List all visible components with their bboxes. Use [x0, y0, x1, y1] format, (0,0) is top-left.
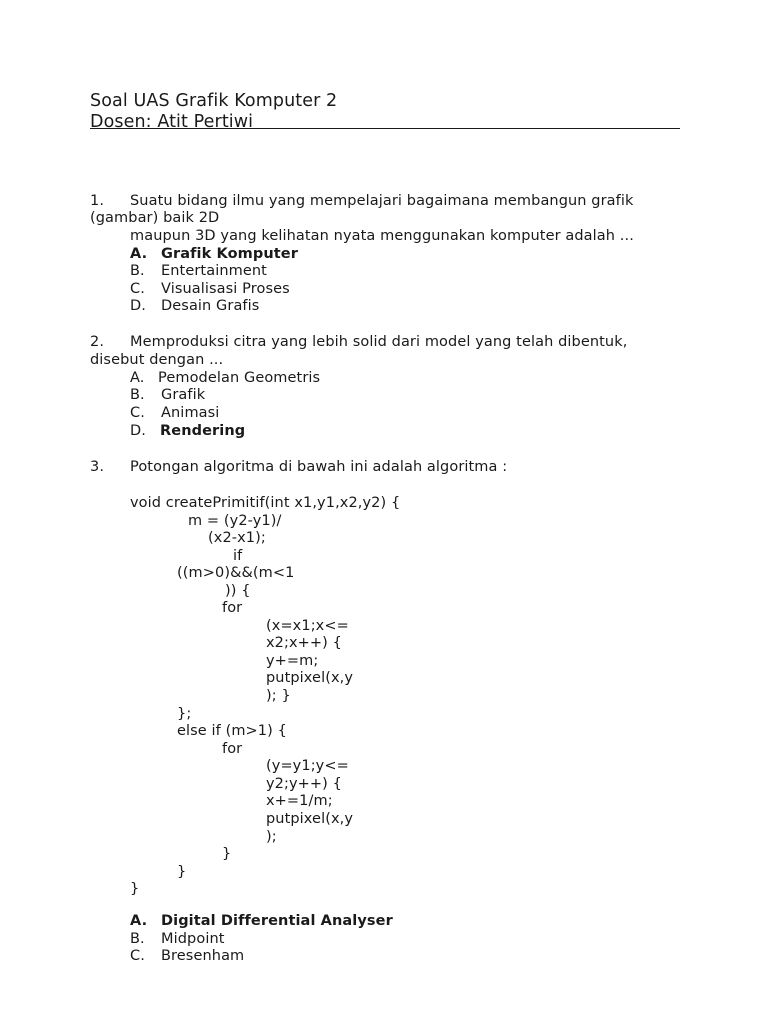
code-line: y2;y++) { — [266, 776, 342, 792]
code-line: if — [233, 548, 243, 564]
code-line: putpixel(x,y — [266, 670, 354, 686]
q1-option-b-letter: B. — [130, 263, 145, 279]
q2-number: 2. — [90, 334, 105, 350]
q1-option-a-letter: A. — [130, 246, 148, 262]
code-line: void createPrimitif(int x1,y1,x2,y2) { — [130, 495, 401, 511]
q3-option-b-letter: B. — [130, 931, 145, 947]
q3-option-c-letter: C. — [130, 948, 145, 964]
code-line: ); } — [266, 688, 291, 704]
code-line: } — [222, 846, 232, 862]
code-line: y+=m; — [266, 653, 319, 669]
page-title: Soal UAS Grafik Komputer 2 — [90, 91, 338, 111]
q2-text-line1: Memproduksi citra yang lebih solid dari model yang telah dibentuk, — [130, 334, 628, 350]
q1-option-c-text: Visualisasi Proses — [161, 281, 290, 297]
lecturer-name: Dosen: Atit Pertiwi — [90, 112, 254, 132]
code-line: else if (m>1) { — [177, 723, 287, 739]
header-underline — [90, 128, 680, 129]
q1-option-d-text: Desain Grafis — [161, 298, 260, 314]
q2-text-line2: disebut dengan ... — [90, 352, 224, 368]
q2-option-d-text: Rendering — [160, 423, 246, 439]
q2-option-d-letter: D. — [130, 423, 146, 439]
q2-option-c-text: Animasi — [161, 405, 220, 421]
q3-option-c-text: Bresenham — [161, 948, 245, 964]
q1-option-b-text: Entertainment — [161, 263, 267, 279]
q1-option-c-letter: C. — [130, 281, 145, 297]
q2-option-c-letter: C. — [130, 405, 145, 421]
q1-option-d-letter: D. — [130, 298, 146, 314]
code-line: putpixel(x,y — [266, 811, 354, 827]
code-line: } — [130, 881, 140, 897]
code-line: } — [177, 864, 187, 880]
q2-option-b-letter: B. — [130, 387, 145, 403]
q3-option-b-text: Midpoint — [161, 931, 225, 947]
q2-option-a-text: Pemodelan Geometris — [158, 370, 321, 386]
code-line: x2;x++) { — [266, 635, 342, 651]
q1-text-line2: (gambar) baik 2D — [90, 210, 220, 226]
code-line: }; — [177, 706, 192, 722]
code-line: ((m>0)&&(m<1 — [177, 565, 295, 581]
q3-option-a-letter: A. — [130, 913, 148, 929]
q1-text-line3: maupun 3D yang kelihatan nyata menggunakan komputer adalah ... — [130, 228, 634, 244]
q2-option-a-letter: A. — [130, 370, 145, 386]
code-line: )) { — [225, 583, 251, 599]
q2-option-b-text: Grafik — [161, 387, 206, 403]
q1-option-a-text: Grafik Komputer — [161, 246, 298, 262]
code-line: (x2-x1); — [208, 530, 266, 546]
q1-number: 1. — [90, 193, 105, 209]
q3-option-a-text: Digital Differential Analyser — [161, 913, 393, 929]
code-line: for — [222, 741, 243, 757]
code-line: x+=1/m; — [266, 793, 333, 809]
q1-text-line1: Suatu bidang ilmu yang mempelajari bagaimana membangun grafik — [130, 193, 634, 209]
code-line: ); — [266, 829, 277, 845]
q3-text-line1: Potongan algoritma di bawah ini adalah algoritma : — [130, 459, 508, 475]
code-line: (x=x1;x<= — [266, 618, 349, 634]
code-line: for — [222, 600, 243, 616]
code-line: (y=y1;y<= — [266, 758, 349, 774]
q3-number: 3. — [90, 459, 105, 475]
code-line: m = (y2-y1)/ — [188, 513, 282, 529]
